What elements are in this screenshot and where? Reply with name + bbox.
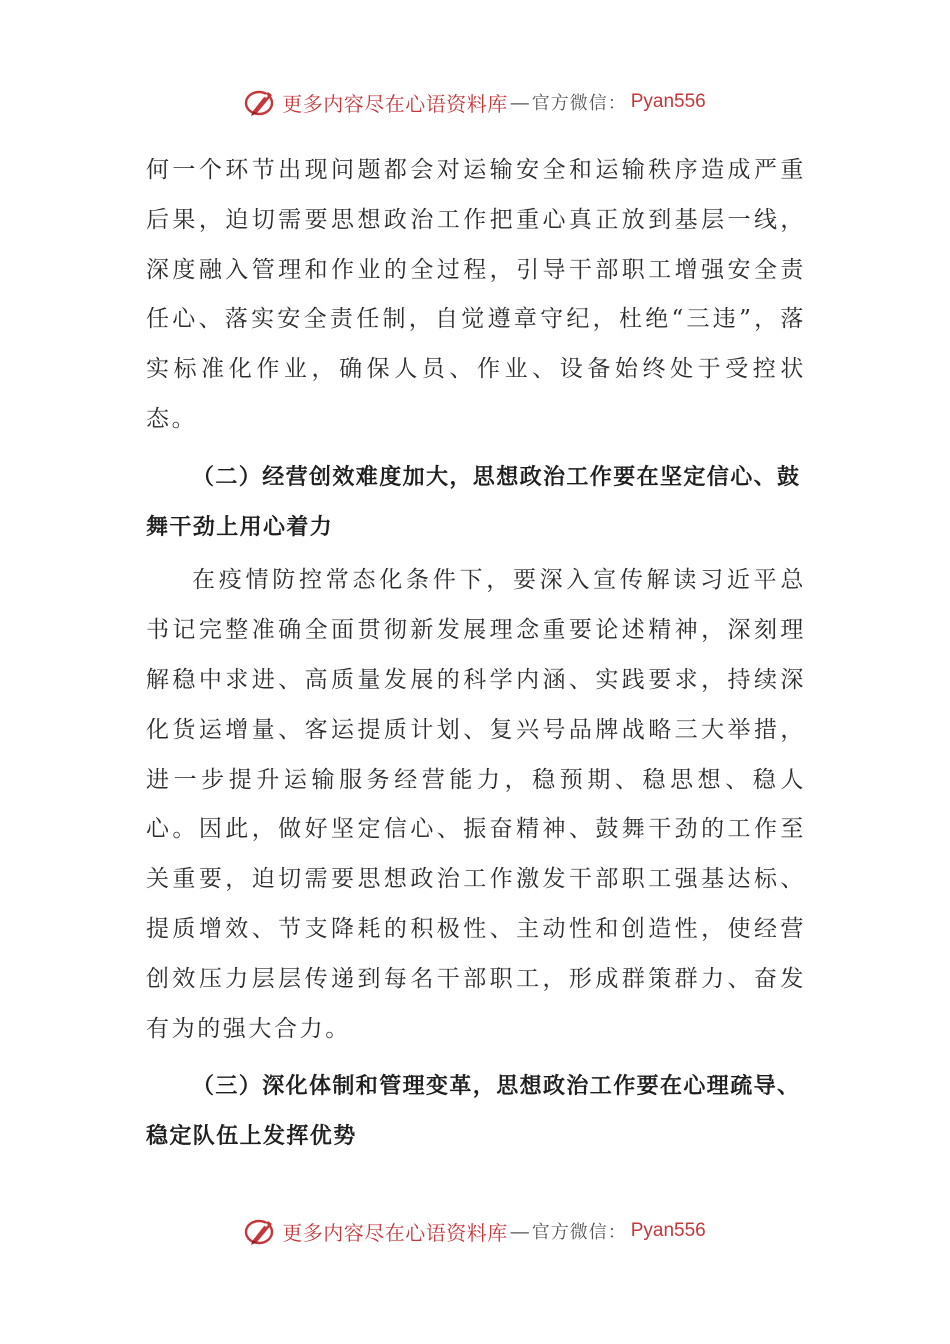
pen-nib-logo-icon	[244, 85, 278, 119]
wechat-id: Pyan556	[630, 1220, 706, 1241]
footer-banner	[0, 1211, 950, 1251]
library-slogan: 更多内容尽在心语资料库	[282, 91, 508, 116]
banner-dash: —	[509, 90, 530, 114]
document-body	[146, 146, 806, 1166]
section-heading-2: （二）经营创效难度加大，思想政治工作要在坚定信心、鼓舞干劲上用心着力	[146, 464, 801, 540]
library-slogan: 更多内容尽在心语资料库	[282, 1220, 508, 1245]
section-heading-3: （三）深化体制和管理变革，思想政治工作要在心理疏导、稳定队伍上发挥优势	[146, 1074, 801, 1150]
paragraph-2: 在疫情防控常态化条件下，要深入宣传解读习近平总书记完整准确全面贯彻新发展理念重要论述精神，深刻理解稳中求进、高质量发展的科学内涵、实践要求，持续深化货运增量、客运提质计划、复兴号品牌战略三大举措，进一步提升运输服务经营能力，稳预期、稳思想、稳人心。因此，做好坚定信心、振奋精神、鼓舞干劲的工作至关重要，迫切需要思想政治工作激发干部职工强基达标、提质增效、节支降耗的积极性、主动性和创造性，使经营创效压力层层传递到每名干部职工，形成群策群力、奋发有为的强大合力。	[146, 567, 806, 1042]
paragraph-continued: 何一个环节出现问题都会对运输安全和运输秩序造成严重后果，迫切需要思想政治工作把重心真正放到基层一线，深度融入管理和作业的全过程，引导干部职工增强安全责任心、落实安全责任制，自觉遵章守纪，杜绝“三违”，落实标准化作业，确保人员、作业、设备始终处于受控状态。	[146, 157, 806, 432]
banner-dash: —	[509, 1219, 530, 1243]
wechat-id: Pyan556	[630, 91, 706, 112]
pen-nib-logo-icon	[244, 1214, 278, 1248]
header-banner	[0, 82, 950, 122]
wechat-label: 官方微信：	[531, 1222, 627, 1243]
wechat-label: 官方微信：	[531, 93, 627, 114]
